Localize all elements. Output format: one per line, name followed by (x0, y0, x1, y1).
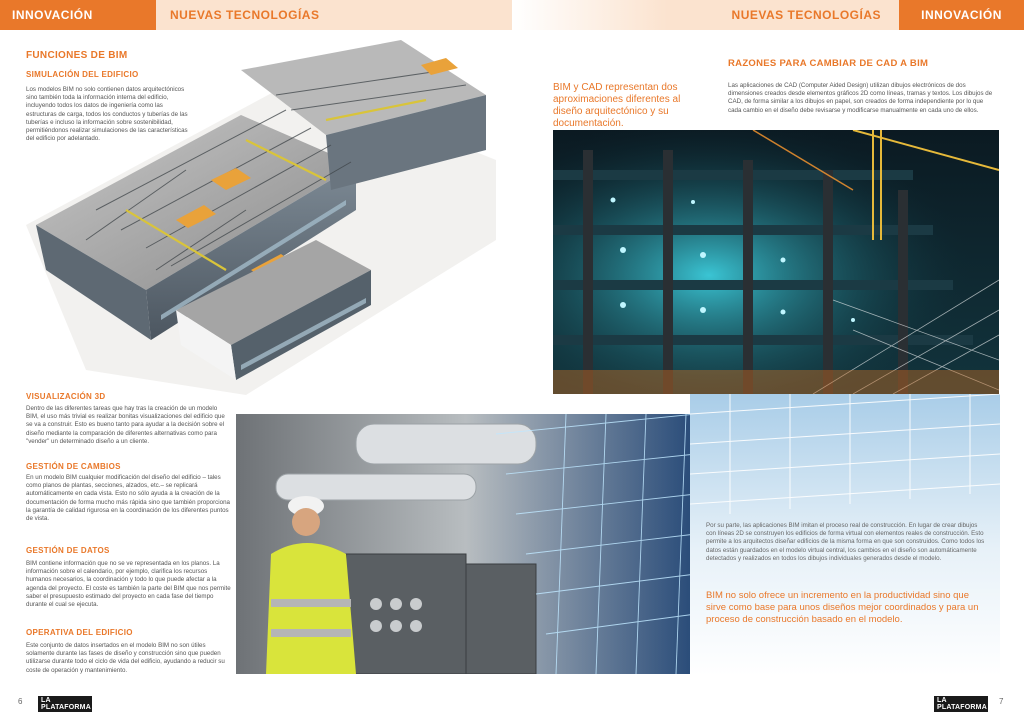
page-number-left: 6 (18, 697, 23, 706)
section-tag-right: INNOVACIÓN (899, 0, 1024, 30)
bim-text: Por su parte, las aplicaciones BIM imitan el proceso real de construcción. En lugar de crear dibujos con líneas 2D se construyen los edificios de forma virtual con elementos reales de construcción. Esto permite a los arquitectos diseñar edificios de la misma forma en que son construidos. Como todos los datos están guardados en el modelo virtual central, los cambios en el diseño son automáticamente detectados y realizados en todos los dibujos individuales generados desde el modelo. (706, 522, 985, 562)
logo-text-left: LA PLATAFORMA (38, 696, 92, 712)
gestion-cambios-text: En un modelo BIM cualquier modificación del diseño del edificio – tales como planos de plantas, secciones, alzados, etc.– se replicará automáticamente en cada vista. Esto no sólo ayuda a la creación de la documentación de forma mucho más rápida sino que también proporciona la garantía de calidad rigurosa en la coordinación de los diferentes puntos de vista. (26, 474, 230, 523)
gestion-cambios-title: GESTIÓN DE CAMBIOS (26, 462, 121, 471)
visualizacion-title: VISUALIZACIÓN 3D (26, 392, 106, 401)
control-room-wireframe-photo (236, 414, 696, 674)
logo-text-right: LA PLATAFORMA (934, 696, 988, 712)
page-number-right: 7 (999, 697, 1004, 706)
operativa-text: Este conjunto de datos insertados en el modelo BIM no son útiles solamente durante las fases de diseño y construcción sino que pueden utilizarse durante todo el ciclo de vida del edificio, ayudando a reducir su coste de operación y mantenimiento. (26, 642, 225, 674)
construction-night-photo (553, 130, 999, 394)
section-title-left: NUEVAS TECNOLOGÍAS (156, 0, 512, 30)
razones-title: RAZONES PARA CAMBIAR DE CAD A BIM (728, 58, 929, 69)
gestion-datos-text: BIM contiene información que no se ve representada en los planos. La información sobre el calendario, por ejemplo, clarifica los recursos humanos necesarios, la coordinación y todo lo que puede afectar a la agenda del proyecto. El coste es también la parte del BIM que nos permite saber el presupuesto estimado del proyecto en cada fase del tiempo durante el cual se ejecuta. (26, 560, 231, 609)
intro-orange-text: BIM y CAD representan dos aproximaciones diferentes al diseño arquitectónico y su documentación. (553, 82, 681, 129)
simulacion-title: SIMULACIÓN DEL EDIFICIO (26, 70, 139, 79)
header-left (0, 0, 512, 30)
section-tag-left: INNOVACIÓN (0, 0, 156, 30)
simulacion-text: Los modelos BIM no solo contienen datos arquitectónicos sino también toda la información interna del edificio, incluyendo todos los datos de ingeniería como las estructuras de carga, todos los conductos y tuberías de las tuberías e incluso la información sobre sostenibilidad, permitiéndonos realizar simulaciones de las características del edificio por adelantado. (26, 86, 188, 143)
conclusion-orange-text: BIM no solo ofrece un incremento en la productividad sino que sirve como base para unos diseños mejor coordinados y para un proceso de construcción basado en el modelo. (706, 590, 979, 625)
gestion-datos-title: GESTIÓN DE DATOS (26, 546, 110, 555)
logo-left (38, 696, 92, 712)
header-right (512, 0, 1024, 30)
section-title-right: NUEVAS TECNOLOGÍAS (512, 0, 899, 30)
operativa-title: OPERATIVA DEL EDIFICIO (26, 628, 133, 637)
funciones-title: FUNCIONES DE BIM (26, 50, 128, 61)
visualizacion-text: Dentro de las diferentes tareas que hay tras la creación de un modelo BIM, el uso más trivial es realizar bonitas visualizaciones del edificio que se va a construir. Esto es bueno tanto para ayudar a la decisión sobre el diseño mediante la comparación de diferentes alternativas como para "vender" un determinado diseño a un cliente. (26, 405, 225, 445)
razones-text: Las aplicaciones de CAD (Computer Aided Design) utilizan dibujos electrónicos de dos dimensiones creados desde elementos gráficos 2D como líneas, tramas y textos. Los dibujos de CAD, de forma similar a los dibujos en papel, son creados de forma independiente por lo que cada cambio en el diseño debe revisarse y modificarse manualmente en cada uno de ellos. (728, 82, 993, 114)
logo-right (934, 696, 988, 712)
